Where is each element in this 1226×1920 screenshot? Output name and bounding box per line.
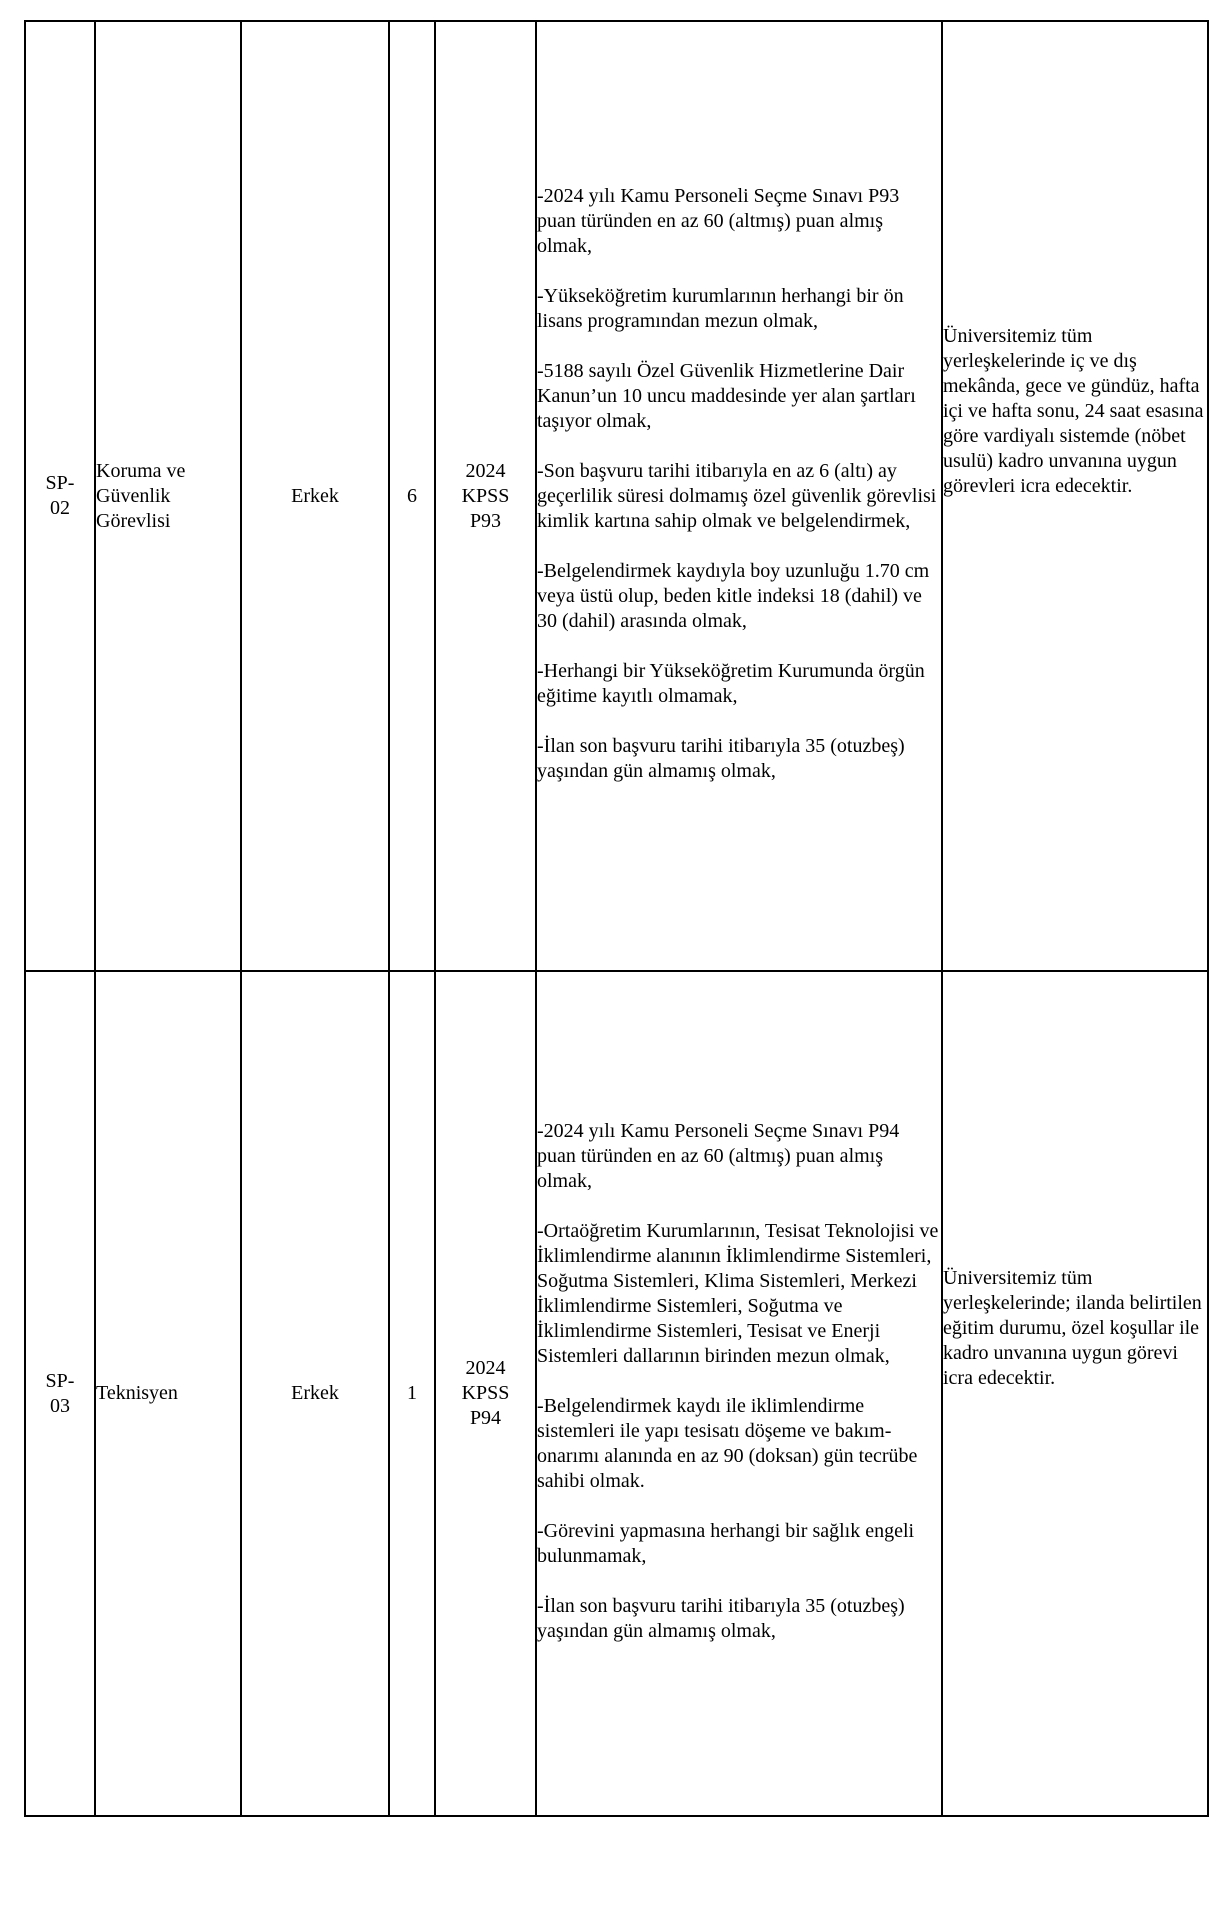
requirements-cell [536, 21, 942, 971]
gender-cell [241, 21, 389, 971]
job-posting-row-sp03 [25, 971, 1208, 1816]
requirement-item: -2024 yılı Kamu Personeli Seçme Sınavı P93 puan türünden en az 60 (altmış) puan almış olmak, [537, 184, 900, 257]
requirement-item: -2024 yılı Kamu Personeli Seçme Sınavı P94 puan türünden en az 60 (altmış) puan almış olmak, [537, 1119, 900, 1192]
gender-cell [241, 971, 389, 1816]
position-code-cell [25, 971, 95, 1816]
duty-notes-cell [942, 971, 1208, 1816]
position-code-line-2: 02 [50, 497, 70, 519]
requirement-item: -Son başvuru tarihi itibarıyla en az 6 (altı) ay geçerlilik süresi dolmamış özel güvenlik görevlisi kimlik kartına sahip olmak ve belgelendirmek, [537, 459, 937, 532]
kpss-line-exam: KPSS [461, 1382, 510, 1404]
requirement-item: -Belgelendirmek kaydıyla boy uzunluğu 1.70 cm veya üstü olup, beden kitle indeksi 18 (dahil) ve 30 (dahil) arasında olmak, [537, 559, 930, 632]
requirement-item: -Yükseköğretim kurumlarının herhangi bir ön lisans programından mezun olmak, [537, 284, 904, 332]
position-title: Teknisyen [96, 1382, 178, 1404]
kpss-score-type-cell [435, 971, 536, 1816]
position-code-line-1: SP- [45, 472, 75, 494]
position-title: Koruma ve Güvenlik Görevlisi [96, 459, 186, 532]
kpss-score-type-cell [435, 21, 536, 971]
kpss-line-score: P94 [469, 1407, 502, 1429]
kpss-line-score: P93 [469, 509, 502, 532]
duty-notes-cell [942, 21, 1208, 971]
job-postings-table [24, 20, 1209, 1817]
duty-notes-text: Üniversitemiz tüm yerleşkelerinde iç ve dış mekânda, gece ve gündüz, hafta içi ve hafta sonu, 24 saat esasına göre vardiyalı sistemde (nöbet usulü) kadro unvanına uygun görevleri icra edecektir. [943, 324, 1204, 497]
quota-cell [389, 21, 435, 971]
gender-value: Erkek [291, 1382, 339, 1404]
position-code-cell [25, 21, 95, 971]
position-code-line-2: 03 [50, 1394, 70, 1417]
job-posting-row-sp02 [25, 21, 1208, 971]
gender-value: Erkek [291, 484, 339, 507]
position-code-line-1: SP- [45, 1369, 75, 1392]
requirement-item: -İlan son başvuru tarihi itibarıyla 35 (otuzbeş) yaşından gün almamış olmak, [537, 1594, 905, 1642]
kpss-line-exam: KPSS [461, 484, 510, 507]
kpss-line-year: 2024 [465, 1357, 506, 1379]
duty-notes-text: Üniversitemiz tüm yerleşkelerinde; ilanda belirtilen eğitim durumu, özel koşullar ile kadro unvanına uygun görevi icra edecektir. [943, 1267, 1202, 1389]
position-title-cell [95, 971, 241, 1816]
kpss-line-year: 2024 [465, 459, 506, 482]
requirement-item: -İlan son başvuru tarihi itibarıyla 35 (otuzbeş) yaşından gün almamış olmak, [537, 734, 905, 782]
requirement-item: -Ortaöğretim Kurumlarının, Tesisat Teknolojisi ve İklimlendirme alanının İklimlendirme Sistemleri, Soğutma Sistemleri, Klima Sistemleri, Merkezi İklimlendirme Sistemleri, Soğutma ve İklimlendirme Sistemleri, Tesisat ve Enerji Sistemleri dallarının birinden mezun olmak, [537, 1219, 939, 1367]
quota-cell [389, 971, 435, 1816]
quota-value: 1 [407, 1382, 417, 1404]
requirements-cell [536, 971, 942, 1816]
quota-value: 6 [407, 484, 417, 507]
position-title-cell [95, 21, 241, 971]
requirement-item: -Belgelendirmek kaydı ile iklimlendirme sistemleri ile yapı tesisatı döşeme ve bakım-onarımı alanında en az 90 (doksan) gün tecrübe sahibi olmak. [537, 1394, 918, 1492]
requirement-item: -Herhangi bir Yükseköğretim Kurumunda örgün eğitime kayıtlı olmamak, [537, 659, 925, 707]
requirement-item: -Görevini yapmasına herhangi bir sağlık engeli bulunmamak, [537, 1519, 915, 1567]
requirement-item: -5188 sayılı Özel Güvenlik Hizmetlerine Dair Kanun’un 10 uncu maddesinde yer alan şartları taşıyor olmak, [537, 359, 916, 432]
